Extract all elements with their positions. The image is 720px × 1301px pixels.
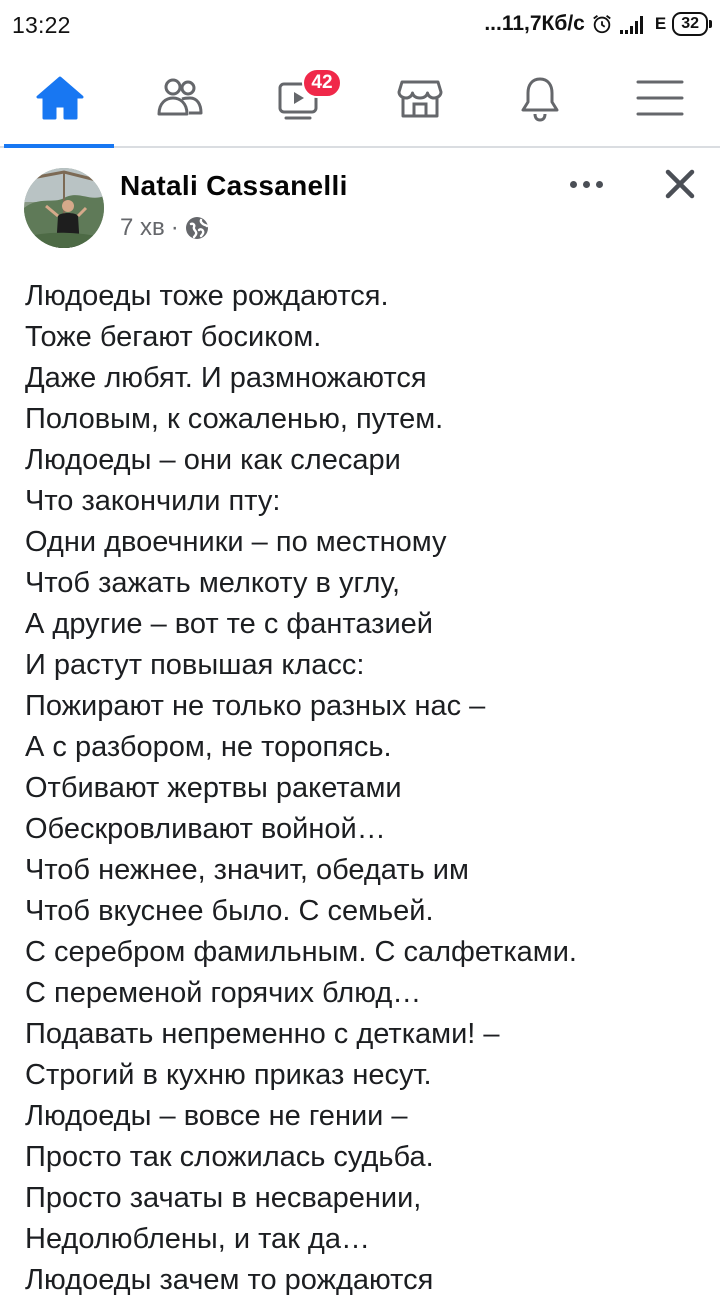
post-text-line: Людоеды зачем то рождаются — [25, 1264, 434, 1296]
bell-icon — [512, 70, 568, 126]
close-icon[interactable] — [660, 164, 700, 204]
post-timestamp[interactable]: 7 хв — [120, 214, 165, 241]
tab-notifications[interactable] — [480, 50, 600, 146]
post-text — [25, 276, 705, 1301]
post-text-line: А с разбором, не торопясь. — [25, 731, 392, 763]
post-meta — [120, 214, 209, 242]
post-text-line: Чтоб зажать мелкоту в углу, — [25, 567, 401, 599]
post-text-line: Людоеды – вовсе не гении – — [25, 1100, 408, 1132]
post-text-line: Просто так сложилась судьба. — [25, 1141, 434, 1173]
post-text-line: Даже любят. И размножаются — [25, 362, 427, 394]
post-text-line: Обескровливают войной… — [25, 813, 386, 845]
post-text-line: Подавать непременно с детками! – — [25, 1018, 500, 1050]
post-text-line: Одни двоечники – по местному — [25, 526, 447, 558]
post-text-line: Половым, к сожаленью, путем. — [25, 403, 444, 435]
avatar[interactable] — [24, 168, 104, 248]
status-indicators — [484, 12, 708, 36]
meta-separator: · — [170, 214, 179, 241]
more-dot-icon — [583, 181, 590, 188]
post-text-line: А другие – вот те с фантазией — [25, 608, 433, 640]
more-dot-icon — [596, 181, 603, 188]
store-icon — [392, 70, 448, 126]
post-text-line: С серебром фамильным. С салфетками. — [25, 936, 577, 968]
friends-icon — [152, 70, 208, 126]
network-type: E — [654, 14, 667, 33]
watch-badge: 42 — [302, 68, 342, 98]
post-text-line: Тоже бегают босиком. — [25, 321, 322, 353]
hamburger-icon — [632, 70, 688, 126]
post-header — [0, 148, 720, 258]
signal-icon — [619, 14, 649, 34]
post-text-line: Пожирают не только разных нас – — [25, 690, 486, 722]
post-text-line: Просто зачаты в несварении, — [25, 1182, 422, 1214]
alarm-icon — [591, 13, 613, 35]
globe-icon — [185, 216, 209, 240]
post-text-line: Людоеды – они как слесари — [25, 444, 401, 476]
tab-menu[interactable] — [600, 50, 720, 146]
post-text-line: Строгий в кухню приказ несут. — [25, 1059, 432, 1091]
home-icon — [32, 70, 88, 126]
post-text-line: Что закончили пту: — [25, 485, 281, 517]
battery-icon: 32 — [672, 12, 708, 36]
post-author-name[interactable]: Natali Cassanelli — [120, 170, 348, 201]
post-text-line: Чтоб вкуснее было. С семьей. — [25, 895, 434, 927]
tab-friends[interactable] — [120, 50, 240, 146]
post-text-line: И растут повышая класс: — [25, 649, 365, 681]
post-text-line: Людоеды тоже рождаются. — [25, 280, 389, 312]
avatar-photo — [24, 168, 104, 248]
tab-marketplace[interactable] — [360, 50, 480, 146]
post-text-line: Чтоб нежнее, значит, обедать им — [25, 854, 469, 886]
more-options-button[interactable] — [566, 172, 606, 196]
status-bar — [0, 0, 720, 50]
more-dot-icon — [570, 181, 577, 188]
status-time: 13:22 — [12, 12, 71, 38]
network-speed: ...11,7Кб/с — [484, 12, 585, 35]
tab-watch[interactable] — [240, 50, 360, 146]
post-text-line: Отбивают жертвы ракетами — [25, 772, 402, 804]
top-nav-bar — [0, 50, 720, 148]
post-text-line: С переменой горячих блюд… — [25, 977, 422, 1009]
tab-home[interactable] — [0, 50, 120, 146]
post-text-line: Недолюблены, и так да… — [25, 1223, 370, 1255]
